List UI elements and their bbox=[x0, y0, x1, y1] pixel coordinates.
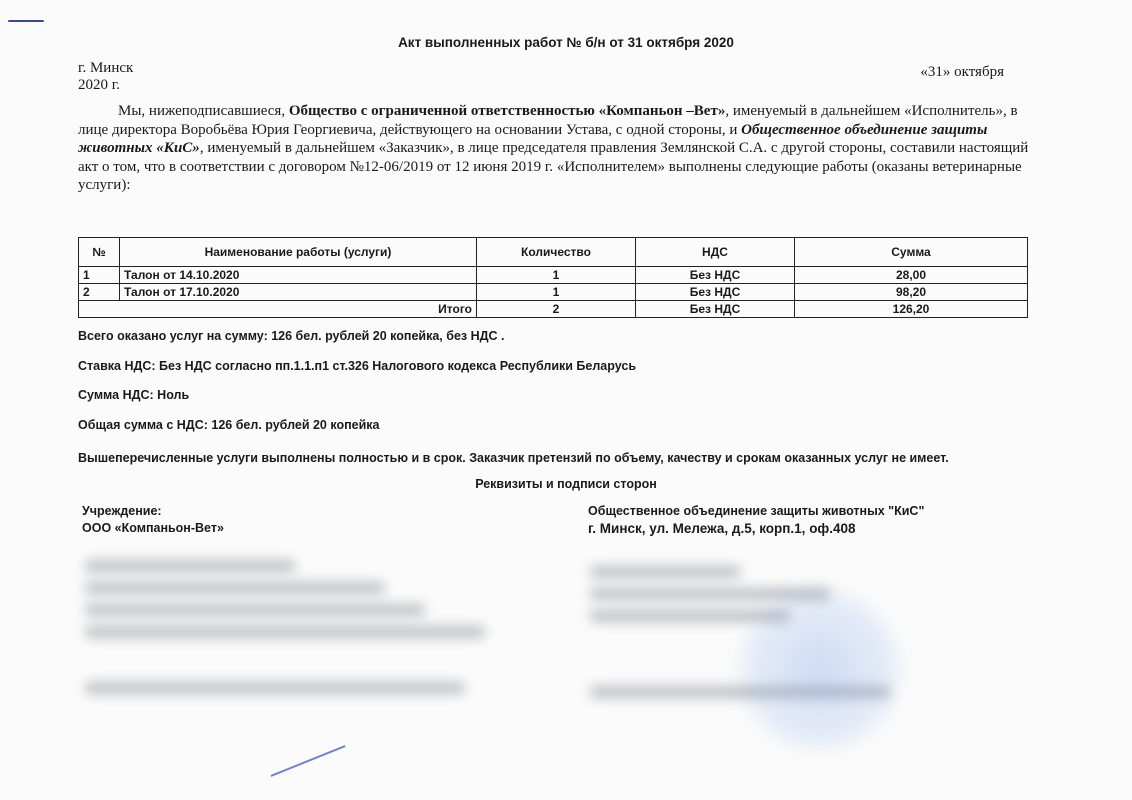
customer-org: Общественное объединение защиты животных «КиС» bbox=[78, 121, 988, 156]
city-name: г. Минск bbox=[78, 60, 134, 76]
document-title: Акт выполненных работ № б/н от 31 октября 2020 bbox=[398, 35, 734, 50]
intro-text-2: , именуемый в дальнейшем «Исполнитель», в лице директора Воробьёва Юрия Георгиевича, действующего на основании Устава, с одной стороны, и bbox=[78, 103, 1018, 138]
executor-label: Учреждение: bbox=[82, 504, 162, 518]
header-sum: Сумма bbox=[795, 238, 1028, 267]
redacted-text bbox=[85, 626, 485, 638]
grand-total-line: Общая сумма с НДС: 126 бел. рублей 20 копейка bbox=[78, 418, 380, 432]
works-table bbox=[78, 237, 1028, 318]
customer-name: Общественное объединение защиты животных "КиС" bbox=[588, 504, 925, 518]
total-label: Итого bbox=[79, 301, 477, 318]
total-vat: Без НДС bbox=[636, 301, 795, 318]
table-header-row bbox=[79, 238, 1028, 267]
executor-org: Общество с ограниченной ответственностью «Компаньон –Вет» bbox=[288, 103, 726, 119]
header-qty: Количество bbox=[477, 238, 636, 267]
intro-text-3: , именуемый в дальнейшем «Заказчик», в лице председателя правления Землянской С.А. с другой стороны, составили настоящий акт о том, что в соответствии с договором №12-06/2019 от 12 июня 2019 г. «Исполнителем» выполнены следующие работы (оказаны ветеринарные услуги): bbox=[78, 140, 1029, 193]
customer-address: г. Минск, ул. Мележа, д.5, корп.1, оф.408 bbox=[588, 521, 856, 536]
stamp-image bbox=[735, 585, 905, 755]
cell-qty: 1 bbox=[477, 284, 636, 301]
intro-paragraph bbox=[78, 102, 1038, 195]
signatures-title: Реквизиты и подписи сторон bbox=[475, 477, 657, 491]
year-line: 2020 г. bbox=[78, 77, 120, 93]
table-row bbox=[79, 267, 1028, 284]
total-line: Всего оказано услуг на сумму: 126 бел. рублей 20 копейка, без НДС . bbox=[78, 329, 505, 343]
city-block bbox=[78, 60, 133, 94]
cell-vat: Без НДС bbox=[636, 284, 795, 301]
header-vat: НДС bbox=[636, 238, 795, 267]
header-num: № bbox=[79, 238, 120, 267]
table-row bbox=[79, 284, 1028, 301]
cell-qty: 1 bbox=[477, 267, 636, 284]
executor-party bbox=[82, 503, 224, 537]
vat-sum-line: Сумма НДС: Ноль bbox=[78, 388, 190, 402]
scan-mark bbox=[8, 20, 44, 22]
signature-stroke bbox=[271, 745, 346, 777]
intro-text-1: Мы, нижеподписавшиеся, bbox=[118, 103, 289, 119]
cell-num: 1 bbox=[79, 267, 120, 284]
cell-sum: 98,20 bbox=[795, 284, 1028, 301]
table-total-row bbox=[79, 301, 1028, 318]
redacted-text bbox=[85, 604, 425, 616]
redacted-text bbox=[85, 582, 385, 594]
customer-party bbox=[588, 503, 924, 537]
redacted-text bbox=[590, 566, 740, 578]
cell-sum: 28,00 bbox=[795, 267, 1028, 284]
header-name: Наименование работы (услуги) bbox=[120, 238, 477, 267]
cell-name: Талон от 17.10.2020 bbox=[120, 284, 477, 301]
redacted-text bbox=[85, 560, 295, 572]
cell-num: 2 bbox=[79, 284, 120, 301]
vat-rate-line: Ставка НДС: Без НДС согласно пп.1.1.п1 ст.326 Налогового кодекса Республики Беларусь bbox=[78, 359, 637, 373]
cell-name: Талон от 14.10.2020 bbox=[120, 267, 477, 284]
total-sum: 126,20 bbox=[795, 301, 1028, 318]
document-date: «31» октября bbox=[920, 64, 1004, 80]
statement-line: Вышеперечисленные услуги выполнены полностью и в срок. Заказчик претензий по объему, качеству и срокам оказанных услуг не имеет. bbox=[78, 451, 949, 465]
cell-vat: Без НДС bbox=[636, 267, 795, 284]
total-qty: 2 bbox=[477, 301, 636, 318]
executor-name: ООО «Компаньон-Вет» bbox=[82, 521, 224, 535]
redacted-text bbox=[85, 682, 465, 694]
